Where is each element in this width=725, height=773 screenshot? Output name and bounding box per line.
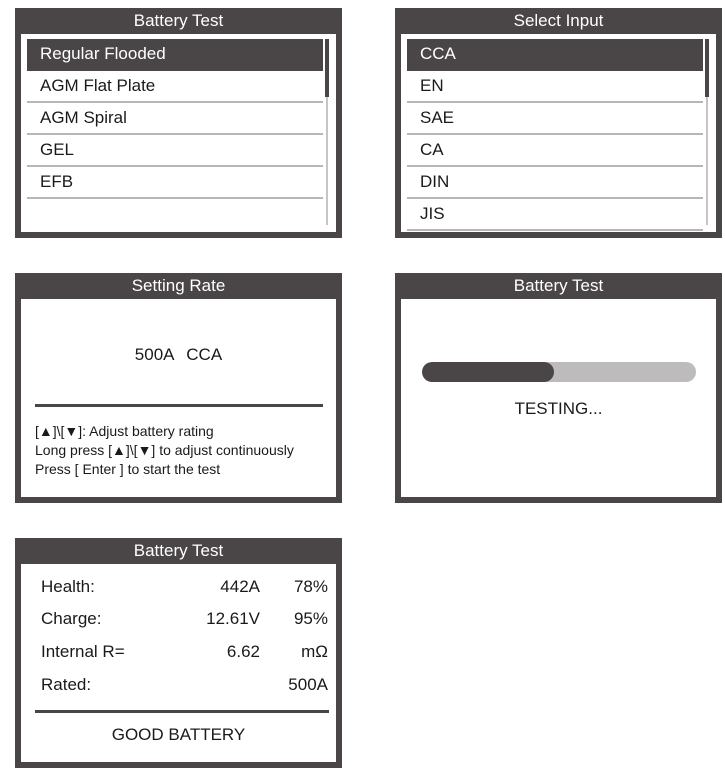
menu-item-sae[interactable]: SAE bbox=[407, 103, 703, 135]
result-label: Rated: bbox=[41, 675, 92, 694]
divider bbox=[35, 710, 329, 713]
result-value: 6.62 bbox=[226, 642, 260, 661]
screen-title: Battery Test bbox=[15, 538, 342, 564]
scrollbar-thumb[interactable] bbox=[705, 39, 709, 97]
result-extra: 95% bbox=[293, 609, 328, 628]
testing-status: TESTING... bbox=[514, 399, 603, 418]
menu-item-efb[interactable]: EFB bbox=[27, 167, 323, 199]
result-row-rated bbox=[41, 673, 328, 697]
scrollbar-thumb[interactable] bbox=[325, 39, 329, 97]
scrollbar[interactable] bbox=[326, 39, 328, 225]
result-extra: 78% bbox=[293, 577, 328, 596]
progress-fill bbox=[422, 362, 554, 382]
screen-title: Battery Test bbox=[15, 8, 342, 34]
result-label: Internal R= bbox=[41, 642, 125, 661]
progress-bar bbox=[422, 362, 696, 382]
scrollbar[interactable] bbox=[706, 39, 708, 225]
menu-item-din[interactable]: DIN bbox=[407, 167, 703, 199]
result-verdict: GOOD BATTERY bbox=[111, 725, 246, 744]
result-label: Health: bbox=[41, 577, 95, 596]
result-extra: mΩ bbox=[301, 642, 328, 661]
result-value: 12.61V bbox=[206, 609, 260, 628]
menu-item-en[interactable]: EN bbox=[407, 71, 703, 103]
result-extra: 500A bbox=[288, 675, 328, 694]
battery-type-menu bbox=[27, 39, 323, 199]
screen-title: Battery Test bbox=[395, 273, 722, 299]
help-text bbox=[35, 422, 294, 479]
testing-screen bbox=[395, 273, 722, 503]
help-line-enter: Press [ Enter ] to start the test bbox=[35, 461, 221, 477]
menu-item-gel[interactable]: GEL bbox=[27, 135, 323, 167]
result-screen bbox=[15, 538, 342, 768]
result-row-internal-r bbox=[41, 640, 328, 664]
menu-item-agm-spiral[interactable]: AGM Spiral bbox=[27, 103, 323, 135]
select-input-screen bbox=[395, 8, 722, 238]
battery-type-screen bbox=[15, 8, 342, 238]
rate-value[interactable]: 500A CCA bbox=[134, 345, 223, 364]
menu-item-regular-flooded[interactable]: Regular Flooded bbox=[27, 39, 323, 71]
divider bbox=[35, 404, 323, 407]
menu-item-ca[interactable]: CA bbox=[407, 135, 703, 167]
screen-title: Setting Rate bbox=[15, 273, 342, 299]
help-line-adjust: [▲]\[▼]: Adjust battery rating bbox=[35, 423, 214, 439]
menu-item-cca[interactable]: CCA bbox=[407, 39, 703, 71]
menu-item-agm-flat-plate[interactable]: AGM Flat Plate bbox=[27, 71, 323, 103]
result-label: Charge: bbox=[41, 609, 102, 628]
help-line-long-press: Long press [▲]\[▼] to adjust continuously bbox=[35, 442, 294, 458]
menu-item-jis[interactable]: JIS bbox=[407, 199, 703, 231]
setting-rate-screen bbox=[15, 273, 342, 503]
result-value: 442A bbox=[220, 577, 260, 596]
input-standard-menu bbox=[407, 39, 703, 231]
result-row-charge bbox=[41, 607, 328, 631]
result-row-health bbox=[41, 575, 328, 599]
screen-title: Select Input bbox=[395, 8, 722, 34]
